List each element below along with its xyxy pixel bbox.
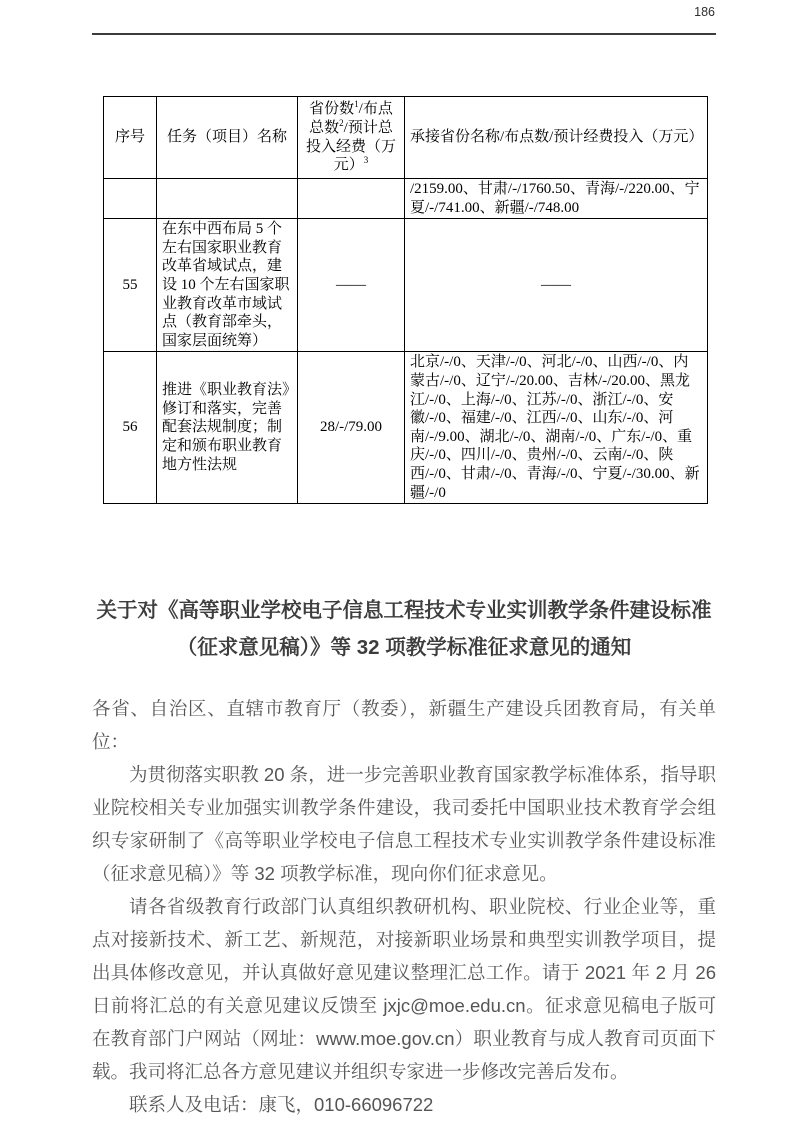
notice-title-line-2: （征求意见稿）》等 32 项教学标准征求意见的通知 — [176, 636, 632, 660]
cell-task: 推进《职业教育法》修订和落实，完善配套法规制度；制定和颁布职业教育地方性法规 — [157, 352, 298, 504]
page-number: 186 — [694, 5, 715, 19]
cell-summary — [298, 179, 405, 219]
paragraph-background: 为贯彻落实职教 20 条，进一步完善职业教育国家教学标准体系，指导职业院校相关专业加强实训教学条件建设，我司委托中国职业技术教育学会组织专家研制了《高等职业学校电子信息工程技术专业实训教学条件建设标准（征求意见稿）》等 32 项教学标准，现向你们征求意见。 — [92, 764, 716, 885]
cell-summary: —— — [298, 219, 405, 352]
paragraph-contact: 联系人及电话：康飞，010-66096722 — [129, 1094, 434, 1116]
header-summary-text: 省份数 — [309, 101, 355, 118]
notice-title — [92, 592, 716, 666]
header-cell-summary — [298, 97, 405, 179]
cell-seq: 56 — [104, 352, 157, 504]
table-row-55 — [104, 219, 708, 352]
cell-seq: 55 — [104, 219, 157, 352]
notice-body — [92, 692, 716, 1121]
cell-task: 在东中西布局 5 个左右国家职业教育改革省域试点，建设 10 个左右国家职业教育改革市域试点（教育部牵头，国家层面统筹） — [157, 219, 298, 352]
cell-summary: 28/-/79.00 — [298, 352, 405, 504]
header-summary-text: /预计总投入经费（万元） — [305, 119, 396, 174]
page-content — [92, 36, 716, 1121]
header-rule — [92, 33, 716, 35]
cell-task — [157, 179, 298, 219]
paragraph-addressees: 各省、自治区、直辖市教育厅（教委），新疆生产建设兵团教育局，有关单位： — [92, 698, 716, 753]
header-cell-task: 任务（项目）名称 — [157, 97, 298, 179]
cell-detail: 北京/-/0、天津/-/0、河北/-/0、山西/-/0、内蒙古/-/0、辽宁/-/20.00、吉林/-/20.00、黑龙江/-/0、上海/-/0、江苏/-/0、浙江/-/0、安徽/-/0、福建/-/0、江西/-/0、山东/-/0、河南/-/9.00、湖北/-/0、湖南/-/0、广东/-/0、重庆/-/0、四川/-/0、贵州/-/0、云南/-/0、陕西/-/0、甘肃/-/0、青海/-/0、宁夏/-/30.00、新疆/-/0 — [405, 352, 708, 504]
table-row-56 — [104, 352, 708, 504]
footnote-marker-1: 1 — [354, 99, 359, 110]
cell-seq — [104, 179, 157, 219]
table-row-continuation — [104, 179, 708, 219]
header-cell-detail: 承接省份名称/布点数/预计经费投入（万元） — [405, 97, 708, 179]
table-header-row — [104, 97, 708, 179]
footnote-marker-3: 3 — [363, 155, 369, 166]
tasks-table — [103, 96, 708, 504]
paragraph-instructions: 请各省级教育行政部门认真组织教研机构、职业院校、行业企业等，重点对接新技术、新工艺、新规范，对接新职业场景和典型实训教学项目，提出具体修改意见，并认真做好意见建议整理汇总工作。请于 2021 年 2 月 26 日前将汇总的有关意见建议反馈至 jxjc@moe.edu.cn。征求意见稿电子版可在教育部门户网站（网址：www.moe.gov.cn）职业教育与成人教育司页面下载。我司将汇总各方意见建议并组织专家进一步修改完善后发布。 — [92, 896, 716, 1083]
notice-title-line-1: 关于对《高等职业学校电子信息工程技术专业实训教学条件建设标准 — [96, 599, 712, 623]
cell-detail: /2159.00、甘肃/-/1760.50、青海/-/220.00、宁夏/-/741.00、新疆/-/748.00 — [405, 179, 708, 219]
header-summary-text: /布点总数 — [309, 101, 393, 136]
footnote-marker-2: 2 — [339, 117, 344, 128]
cell-detail: —— — [405, 219, 708, 352]
header-cell-seq: 序号 — [104, 97, 157, 179]
